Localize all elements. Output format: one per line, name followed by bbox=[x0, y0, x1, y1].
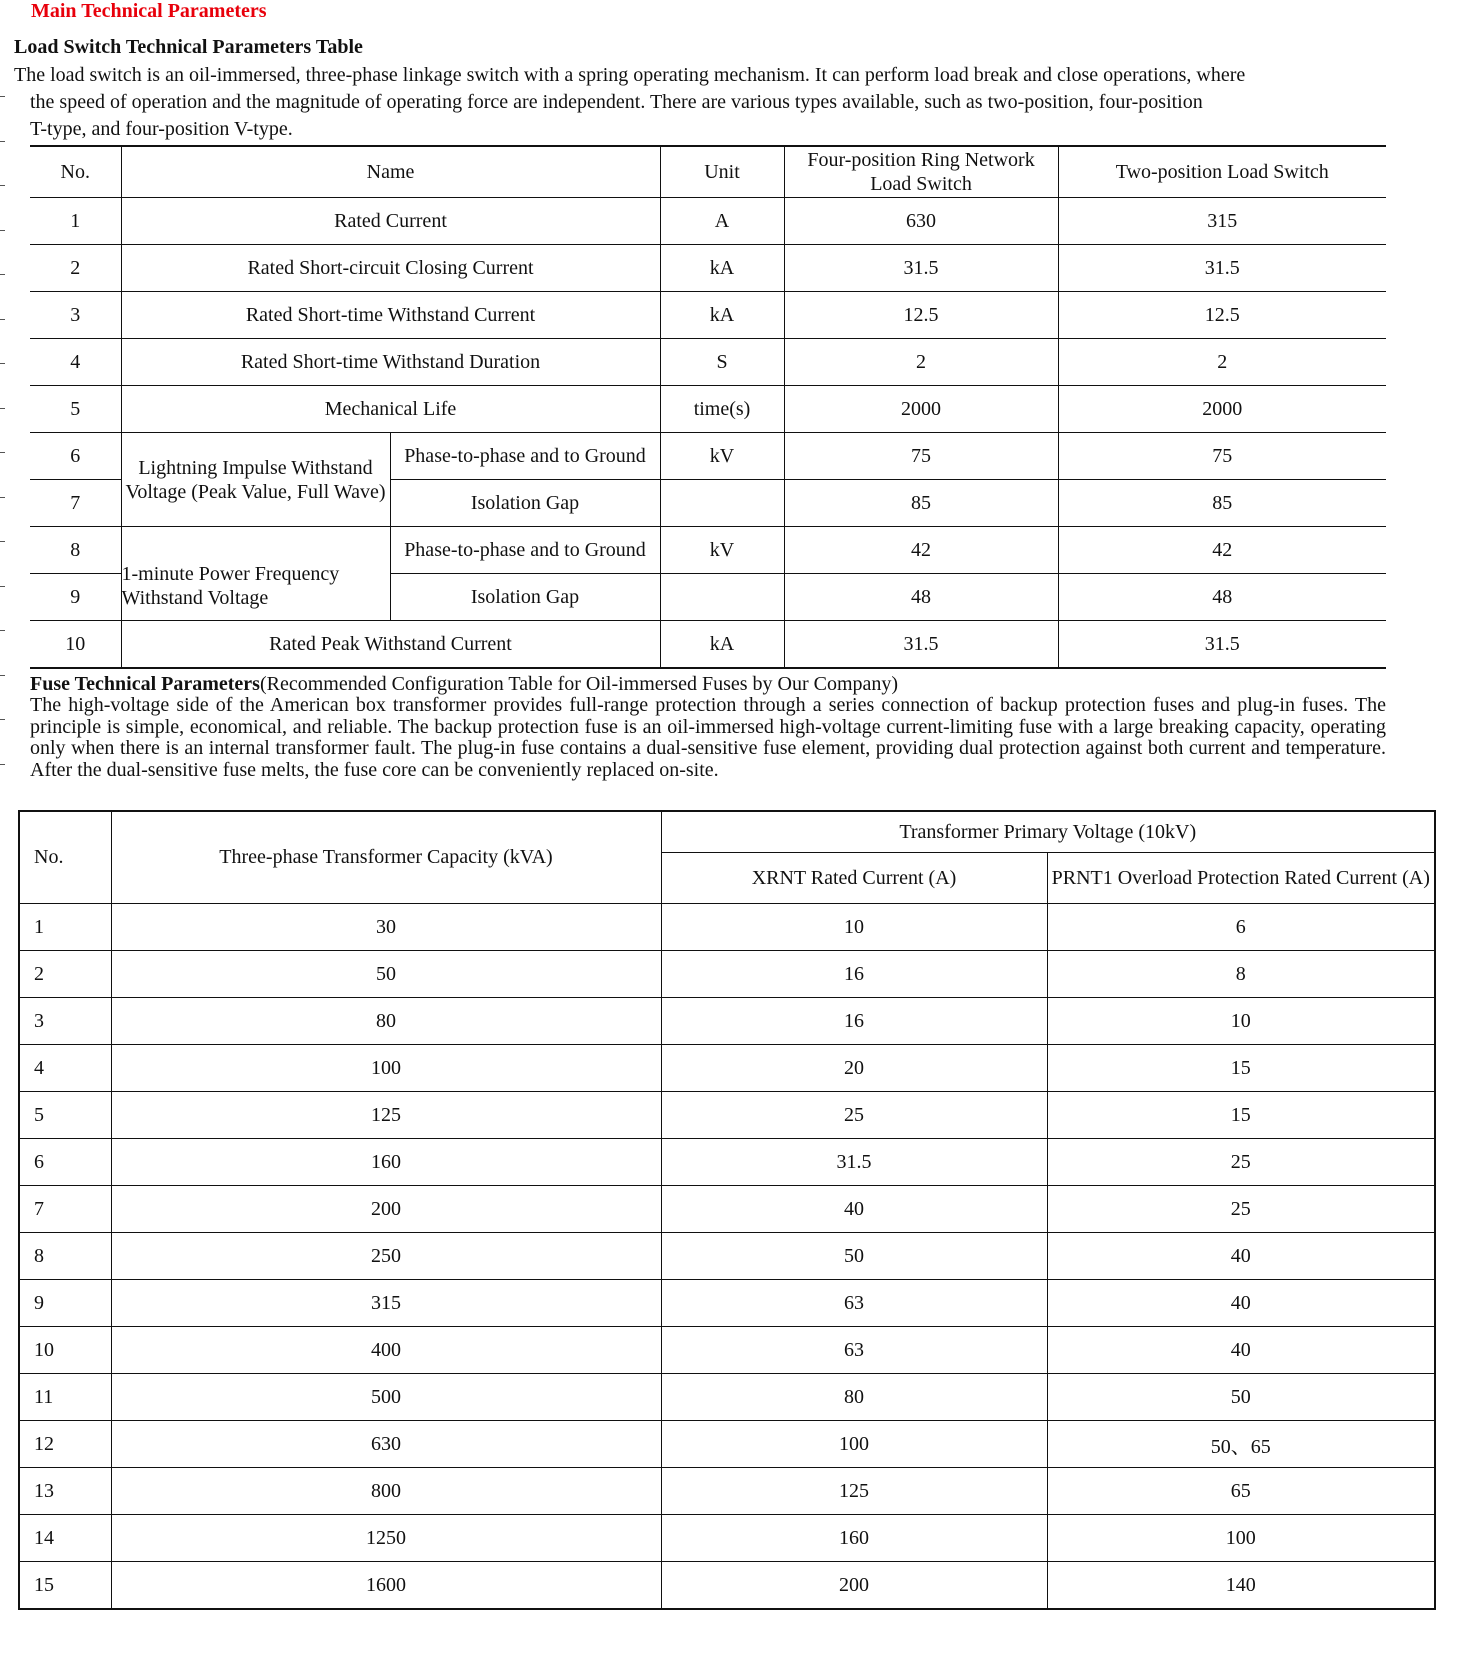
row-four-position-value: 85 bbox=[784, 480, 1058, 527]
row-four-position-value: 31.5 bbox=[784, 245, 1058, 292]
row-prnt1-current: 10 bbox=[1047, 998, 1435, 1045]
row-no: 12 bbox=[19, 1421, 111, 1468]
margin-tick bbox=[0, 541, 5, 542]
row-four-position-value: 42 bbox=[784, 527, 1058, 574]
row-xrnt-current: 50 bbox=[661, 1233, 1047, 1280]
table-row bbox=[19, 1186, 1435, 1233]
row-no: 7 bbox=[19, 1186, 111, 1233]
row-no: 3 bbox=[30, 292, 121, 339]
row-capacity: 400 bbox=[111, 1327, 661, 1374]
row-no: 8 bbox=[19, 1233, 111, 1280]
table-row bbox=[19, 1374, 1435, 1421]
row-sub-name: Phase-to-phase and to Ground bbox=[390, 433, 660, 480]
row-unit: kV bbox=[660, 433, 784, 480]
row-two-position-value: 42 bbox=[1058, 527, 1386, 574]
fuse-table bbox=[18, 810, 1436, 1610]
fuse-heading bbox=[30, 673, 898, 695]
row-four-position-value: 630 bbox=[784, 198, 1058, 245]
row-prnt1-current: 140 bbox=[1047, 1562, 1435, 1610]
row-xrnt-current: 40 bbox=[661, 1186, 1047, 1233]
row-no: 15 bbox=[19, 1562, 111, 1610]
row-unit bbox=[660, 574, 784, 621]
row-name: Rated Short-circuit Closing Current bbox=[121, 245, 660, 292]
row-group-name: 1-minute Power Frequency Withstand Voltage bbox=[121, 527, 390, 621]
row-capacity: 1600 bbox=[111, 1562, 661, 1610]
table-header-row bbox=[19, 811, 1435, 853]
row-xrnt-current: 100 bbox=[661, 1421, 1047, 1468]
row-xrnt-current: 20 bbox=[661, 1045, 1047, 1092]
row-xrnt-current: 31.5 bbox=[661, 1139, 1047, 1186]
row-no: 10 bbox=[30, 621, 121, 669]
row-two-position-value: 2 bbox=[1058, 339, 1386, 386]
row-no: 14 bbox=[19, 1515, 111, 1562]
row-xrnt-current: 63 bbox=[661, 1327, 1047, 1374]
row-sub-name: Isolation Gap bbox=[390, 574, 660, 621]
margin-tick bbox=[0, 630, 5, 631]
row-prnt1-current: 65 bbox=[1047, 1468, 1435, 1515]
row-four-position-value: 31.5 bbox=[784, 621, 1058, 669]
row-capacity: 200 bbox=[111, 1186, 661, 1233]
row-capacity: 500 bbox=[111, 1374, 661, 1421]
table-row bbox=[19, 1562, 1435, 1610]
row-name: Rated Peak Withstand Current bbox=[121, 621, 660, 669]
load-switch-desc-line-1: The load switch is an oil-immersed, three-phase linkage switch with a spring operating mechanism. It can perform load break and close operations, where bbox=[14, 64, 1246, 86]
row-name: Rated Current bbox=[121, 198, 660, 245]
header-capacity: Three-phase Transformer Capacity (kVA) bbox=[111, 811, 661, 904]
header-unit: Unit bbox=[660, 146, 784, 198]
row-unit bbox=[660, 480, 784, 527]
header-two-position: Two-position Load Switch bbox=[1058, 146, 1386, 198]
row-xrnt-current: 200 bbox=[661, 1562, 1047, 1610]
row-name: Mechanical Life bbox=[121, 386, 660, 433]
row-unit: kV bbox=[660, 527, 784, 574]
row-xrnt-current: 63 bbox=[661, 1280, 1047, 1327]
fuse-description: The high-voltage side of the American box transformer provides full-range protection through a series connection of backup protection fuses and plug-in fuses. The principle is simple, economical, and reliable. The backup protection fuse is an oil-immersed high-voltage current-limiting fuse with a large breaking capacity, operating only when there is an internal transformer fault. The plug-in fuse contains a dual-sensitive fuse element, providing dual protection against both current and temperature. After the dual-sensitive fuse melts, the fuse core can be conveniently replaced on-site. bbox=[30, 694, 1386, 781]
row-four-position-value: 12.5 bbox=[784, 292, 1058, 339]
margin-tick bbox=[0, 185, 5, 186]
row-prnt1-current: 15 bbox=[1047, 1092, 1435, 1139]
margin-tick bbox=[0, 586, 5, 587]
row-no: 13 bbox=[19, 1468, 111, 1515]
table-row bbox=[19, 1233, 1435, 1280]
row-prnt1-current: 40 bbox=[1047, 1233, 1435, 1280]
row-no: 1 bbox=[19, 904, 111, 951]
row-no: 2 bbox=[30, 245, 121, 292]
row-no: 6 bbox=[19, 1139, 111, 1186]
row-two-position-value: 85 bbox=[1058, 480, 1386, 527]
load-switch-desc-line-3: T-type, and four-position V-type. bbox=[30, 118, 293, 140]
table-header-row bbox=[30, 146, 1386, 198]
row-no: 5 bbox=[19, 1092, 111, 1139]
table-row bbox=[19, 1045, 1435, 1092]
row-no: 7 bbox=[30, 480, 121, 527]
row-four-position-value: 2 bbox=[784, 339, 1058, 386]
table-row bbox=[19, 1280, 1435, 1327]
margin-tick bbox=[0, 452, 5, 453]
row-no: 10 bbox=[19, 1327, 111, 1374]
row-name: Rated Short-time Withstand Duration bbox=[121, 339, 660, 386]
row-capacity: 125 bbox=[111, 1092, 661, 1139]
row-unit: kA bbox=[660, 292, 784, 339]
table-row bbox=[19, 1092, 1435, 1139]
row-prnt1-current: 100 bbox=[1047, 1515, 1435, 1562]
table-row bbox=[19, 1468, 1435, 1515]
row-prnt1-current: 50 bbox=[1047, 1374, 1435, 1421]
row-two-position-value: 48 bbox=[1058, 574, 1386, 621]
row-capacity: 160 bbox=[111, 1139, 661, 1186]
header-xrnt: XRNT Rated Current (A) bbox=[661, 853, 1047, 904]
row-no: 3 bbox=[19, 998, 111, 1045]
row-capacity: 800 bbox=[111, 1468, 661, 1515]
table-row bbox=[19, 1139, 1435, 1186]
row-no: 9 bbox=[30, 574, 121, 621]
row-two-position-value: 12.5 bbox=[1058, 292, 1386, 339]
margin-tick bbox=[0, 96, 5, 97]
table-row bbox=[30, 245, 1386, 292]
row-xrnt-current: 80 bbox=[661, 1374, 1047, 1421]
row-two-position-value: 315 bbox=[1058, 198, 1386, 245]
row-capacity: 50 bbox=[111, 951, 661, 998]
row-four-position-value: 2000 bbox=[784, 386, 1058, 433]
table-row bbox=[19, 1515, 1435, 1562]
header-voltage-group: Transformer Primary Voltage (10kV) bbox=[661, 811, 1435, 853]
row-unit: time(s) bbox=[660, 386, 784, 433]
row-xrnt-current: 125 bbox=[661, 1468, 1047, 1515]
row-xrnt-current: 160 bbox=[661, 1515, 1047, 1562]
row-capacity: 630 bbox=[111, 1421, 661, 1468]
table-row bbox=[30, 292, 1386, 339]
row-xrnt-current: 10 bbox=[661, 904, 1047, 951]
row-capacity: 100 bbox=[111, 1045, 661, 1092]
row-two-position-value: 31.5 bbox=[1058, 245, 1386, 292]
margin-tick bbox=[0, 675, 5, 676]
header-no: No. bbox=[19, 811, 111, 904]
row-unit: A bbox=[660, 198, 784, 245]
margin-tick bbox=[0, 230, 5, 231]
row-no: 5 bbox=[30, 386, 121, 433]
row-prnt1-current: 50、65 bbox=[1047, 1421, 1435, 1468]
row-prnt1-current: 8 bbox=[1047, 951, 1435, 998]
row-unit: kA bbox=[660, 621, 784, 669]
row-four-position-value: 75 bbox=[784, 433, 1058, 480]
table-row bbox=[19, 1327, 1435, 1374]
row-group-name: Lightning Impulse Withstand Voltage (Peak Value, Full Wave) bbox=[121, 433, 390, 527]
row-prnt1-current: 25 bbox=[1047, 1139, 1435, 1186]
fuse-heading-rest: (Recommended Configuration Table for Oil-immersed Fuses by Our Company) bbox=[259, 673, 899, 695]
table-row bbox=[19, 904, 1435, 951]
row-two-position-value: 75 bbox=[1058, 433, 1386, 480]
row-no: 1 bbox=[30, 198, 121, 245]
row-two-position-value: 31.5 bbox=[1058, 621, 1386, 669]
fuse-heading-bold: Fuse Technical Parameters bbox=[30, 673, 260, 695]
row-two-position-value: 2000 bbox=[1058, 386, 1386, 433]
row-prnt1-current: 15 bbox=[1047, 1045, 1435, 1092]
row-sub-name: Isolation Gap bbox=[390, 480, 660, 527]
row-prnt1-current: 40 bbox=[1047, 1327, 1435, 1374]
header-four-position: Four-position Ring Network Load Switch bbox=[784, 146, 1058, 198]
row-unit: S bbox=[660, 339, 784, 386]
header-name: Name bbox=[121, 146, 660, 198]
table-row bbox=[19, 998, 1435, 1045]
row-name: Rated Short-time Withstand Current bbox=[121, 292, 660, 339]
row-capacity: 250 bbox=[111, 1233, 661, 1280]
row-capacity: 315 bbox=[111, 1280, 661, 1327]
table-row bbox=[30, 621, 1386, 669]
row-prnt1-current: 40 bbox=[1047, 1280, 1435, 1327]
row-no: 2 bbox=[19, 951, 111, 998]
load-switch-table bbox=[30, 145, 1386, 669]
margin-tick bbox=[0, 141, 5, 142]
row-xrnt-current: 16 bbox=[661, 951, 1047, 998]
row-prnt1-current: 25 bbox=[1047, 1186, 1435, 1233]
row-four-position-value: 48 bbox=[784, 574, 1058, 621]
header-prnt1: PRNT1 Overload Protection Rated Current (A) bbox=[1047, 853, 1435, 904]
row-no: 8 bbox=[30, 527, 121, 574]
row-capacity: 1250 bbox=[111, 1515, 661, 1562]
load-switch-heading: Load Switch Technical Parameters Table bbox=[14, 36, 363, 58]
margin-tick bbox=[0, 274, 5, 275]
row-xrnt-current: 16 bbox=[661, 998, 1047, 1045]
margin-tick bbox=[0, 497, 5, 498]
page-title: Main Technical Parameters bbox=[31, 0, 267, 22]
row-unit: kA bbox=[660, 245, 784, 292]
margin-tick bbox=[0, 319, 5, 320]
row-prnt1-current: 6 bbox=[1047, 904, 1435, 951]
table-row bbox=[19, 1421, 1435, 1468]
load-switch-description bbox=[14, 62, 1386, 143]
margin-tick bbox=[0, 764, 5, 765]
margin-tick bbox=[0, 719, 5, 720]
table-row bbox=[30, 433, 1386, 480]
row-capacity: 30 bbox=[111, 904, 661, 951]
row-no: 4 bbox=[19, 1045, 111, 1092]
table-row bbox=[19, 951, 1435, 998]
row-no: 9 bbox=[19, 1280, 111, 1327]
load-switch-desc-line-2: the speed of operation and the magnitude of operating force are independent. There are various types available, such as two-position, four-position bbox=[30, 91, 1203, 113]
row-xrnt-current: 25 bbox=[661, 1092, 1047, 1139]
margin-tick bbox=[0, 363, 5, 364]
row-capacity: 80 bbox=[111, 998, 661, 1045]
row-no: 11 bbox=[19, 1374, 111, 1421]
table-row bbox=[30, 527, 1386, 574]
header-no: No. bbox=[30, 146, 121, 198]
table-row bbox=[30, 339, 1386, 386]
row-no: 6 bbox=[30, 433, 121, 480]
margin-tick bbox=[0, 408, 5, 409]
table-row bbox=[30, 198, 1386, 245]
row-sub-name: Phase-to-phase and to Ground bbox=[390, 527, 660, 574]
table-row bbox=[30, 386, 1386, 433]
row-no: 4 bbox=[30, 339, 121, 386]
